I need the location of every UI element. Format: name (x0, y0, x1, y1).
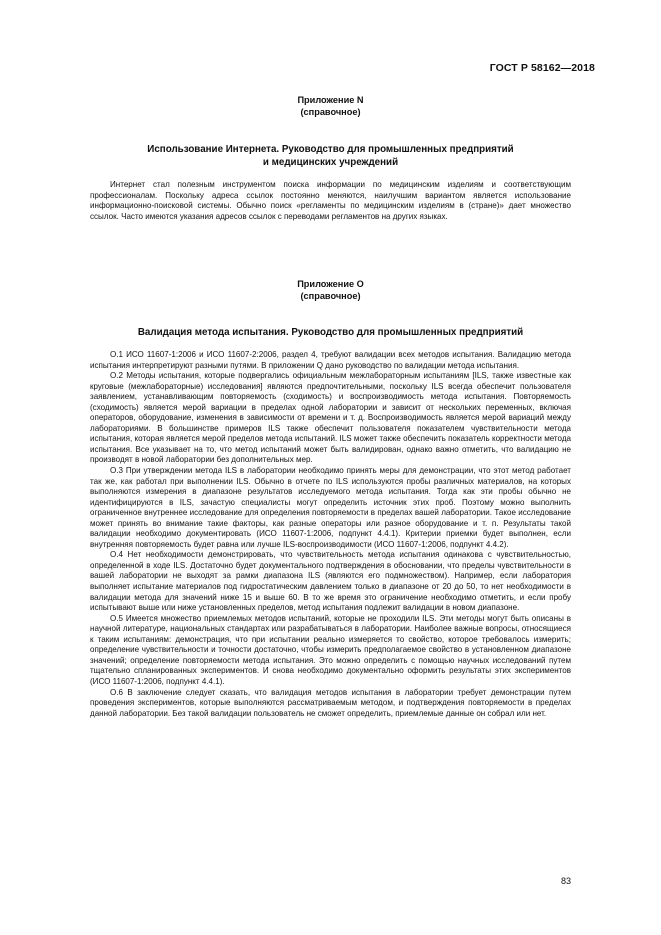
appendix-o-body (90, 350, 571, 719)
appendix-n-paragraph: Интернет стал полезным инструментом поиска информации по медицинским изделиям и соответствующим профессионалам. Поскольку адреса ссылок постоянно меняются, наилучшим вариантом является использование информационно-поисковой системы. Обычно поиск «регламенты по медицинским изделиям в (стране)» дает множество ссылок. Часто имеются указания адресов ссылок с переводами регламентов на других языках. (90, 180, 571, 221)
paragraph-o5: О.5 Имеется множество приемлемых методов испытаний, которые не проходили ILS. Эти методы могут быть описаны в научной литературе, национальных стандартах или разрабатываться в лаборатории. Наиболее важные вопросы, относящиеся к таким испытаниям: демонстрация, что при испытании реально измеряется то свойство, которое требовалось измерить; определение чувствительности и точности достаточно, чтобы измерить предполагаемое свойство в установленном диапазоне значений; определение повторяемости метода испытания. Это можно определить с помощью научных исследований путем тщательно спланированных экспериментов. И снова необходимо документально оформить результаты этих экспериментов (ИСО 11607-1:2006, подпункт 4.4.1). (90, 613, 571, 686)
appendix-o-status: (справочное) (300, 291, 361, 301)
appendix-o-heading (90, 326, 571, 339)
appendix-n-heading-line1: Использование Интернета. Руководство для промышленных предприятий (147, 144, 514, 155)
page-number: 83 (560, 876, 571, 886)
appendix-n-status: (справочное) (300, 107, 361, 117)
appendix-n-label (0, 94, 661, 118)
appendix-n-heading-line2: и медицинских учреждений (262, 157, 399, 168)
appendix-o-label (0, 278, 661, 302)
appendix-o-heading-text: Валидация метода испытания. Руководство для промышленных предприятий (137, 327, 524, 338)
paragraph-o1: О.1 ИСО 11607-1:2006 и ИСО 11607-2:2006, раздел 4, требуют валидации всех методов испытания. Валидацию метода испытания интерпретируют разными путями. В приложении Q дано руководство по валидации метода испытания. (90, 350, 571, 370)
appendix-n-body (90, 180, 571, 222)
appendix-o-title: Приложение О (297, 279, 364, 289)
appendix-n-title: Приложение N (297, 95, 364, 105)
paragraph-o2: О.2 Методы испытания, которые подвергались официальным межлабораторным испытаниям [ILS, также известные как круговые (межлабораторные) исследования] являются предпочтительными, поскольку ILS всегда обеспечит пользователя заявлением, устанавливающим повторяемость (сходимость) и воспроизводимость метода испытания. Повторяемость (сходимость) является мерой вариации в пределах одной лаборатории и зависит от нескольких переменных, включая операторов, оборудование, изменения в зависимости от времени и т. д. Воспроизводимость является мерой вариаций между лабораториями. В большинстве примеров ILS также обеспечит пользователя показателем чувствительности метода испытания, которая является мерой пределов метода испытаний. ILS может также обеспечить показатель корректности метода испытания. Все указывает на то, что метод испытаний может быть валидирован, однако важно отметить, что валидацию не производят в новой лаборатории без дополнительных мер. (90, 371, 571, 465)
paragraph-o3: О.3 При утверждении метода ILS в лаборатории необходимо принять меры для демонстрации, что этот метод работает так же, как работал при выполнении ILS. Обычно в отчете по ILS используются пробы различных материалов, на которых выполняются измерения в диапазоне результатов исследуемого метода испытания. Тогда как эти пробы обычно не идентифицируются в ILS, зачастую специалисты могут определить источник этих проб. Поэтому можно выполнить ограниченное внутреннее исследование для определения повторяемости в пределах вашей лаборатории. Такое исследование может принять во внимание такие факторы, как разные операторы или разное оборудование и т. п. Результаты такой валидации необходимо документировать (ИСО 11607-1:2006, подпункт 4.4.1). Критерии приемки будет выполнен, если внутренняя повторяемость будет равна или лучше ILS-воспроизводимости (ИСО 11607-1:2006, подпункт 4.4.2). (90, 466, 571, 549)
appendix-n-heading (90, 143, 571, 169)
paragraph-o6: О.6 В заключение следует сказать, что валидация методов испытания в лаборатории требует демонстрации путем проведения экспериментов, которые выполняются рассматриваемым методом, и подтверждения повторяемости в пределах данной лаборатории. Без такой валидации пользователь не сможет определить, приемлемые данные он собрал или нет. (90, 687, 571, 718)
paragraph-o4: О.4 Нет необходимости демонстрировать, что чувствительность метода испытания одинакова с чувствительностью, определенной в ходе ILS. Достаточно будет документального подтверждения в обосновании, что пределы чувствительности в вашей лаборатории не выходят за рамки диапазона ILS (являются его подмножеством). Например, если лаборатория выполняет испытание материалов под гидростатическим давлением только в диапазоне от 20 до 50, то нет необходимости в валидации метода для значений ниже 15 и выше 60. В то же время это ограничение необходимо отметить, и если пробу испытывают выше или ниже установленных пределов, метод испытания подлежит валидации в новом диапазоне. (90, 550, 571, 613)
standard-header: ГОСТ Р 58162—2018 (489, 62, 595, 74)
